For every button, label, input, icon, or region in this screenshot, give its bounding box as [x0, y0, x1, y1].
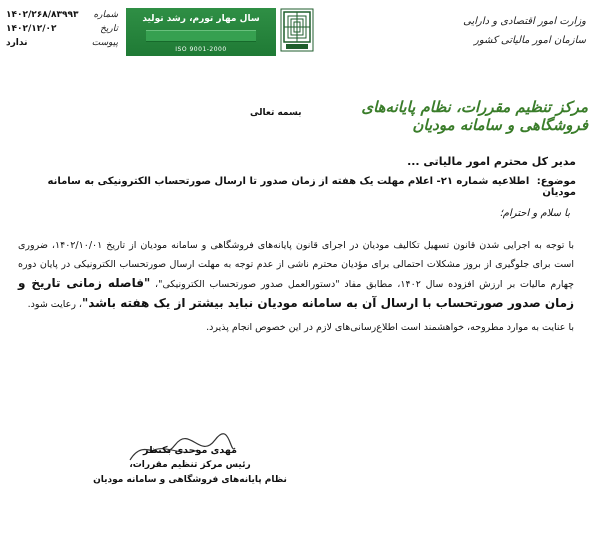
attachment-label: پیوست — [91, 38, 118, 48]
date-row — [6, 22, 118, 36]
attachment-value: ندارد — [6, 38, 28, 48]
number-label: شماره — [93, 10, 118, 20]
signer-title-line-2: نظام پایانه‌های فروشگاهی و سامانه مودیان — [93, 475, 287, 485]
body-paragraph — [18, 236, 574, 314]
closing-paragraph: با عنایت به موارد مطروحه، خواهشمند است اطلاع‌رسانی‌های لازم در این خصوص انجام پذیرد. — [206, 322, 574, 333]
signer-title-line-1: رئیس مرکز تنظیم مقررات، — [129, 460, 251, 470]
ministry-line-1: وزارت امور اقتصادی و دارایی — [463, 16, 586, 27]
attachment-row — [6, 36, 118, 50]
greeting: با سلام و احترام؛ — [499, 208, 570, 219]
signature-block — [90, 443, 290, 488]
subject-text: اطلاعیه شماره ۲۱- اعلام مهلت یک هفته از زمان صدور تا ارسال صورتحساب الکترونیکی به سامانه مودیان — [47, 176, 576, 198]
center-title: مرکز تنظیم مقررات، نظام پایانه‌های فروشگاهی و سامانه مودیان — [361, 98, 588, 134]
date-value: ۱۴۰۲/۱۲/۰۲ — [6, 24, 57, 34]
banner-stripe — [146, 30, 256, 42]
slogan-banner — [126, 8, 276, 56]
body-text-part-1: با توجه به اجرایی شدن قانون تسهیل تکالیف مودیان در اجرای قانون پایانه‌های فروشگاهی و سامانه مودیان از تاریخ ۱۴۰۲/۱۰/۰۱، ضروری است برای جلوگیری از بروز مشکلات احتمالی برای مؤدیان محترم ناشی از عدم توجه به مهلت ارسال صورتحساب الکترونیکی در پایان دوره چهارم مالیات بر ارزش افزوده سال ۱۴۰۲، مطابق مفاد "دستورالعمل صدور صورتحساب الکترونیکی"، — [18, 240, 575, 290]
ministry-line-2: سازمان امور مالیاتی کشور — [474, 35, 586, 46]
number-value: ۱۴۰۲/۲۶۸/۸۳۹۹۳ — [6, 10, 79, 20]
date-label: تاریخ — [100, 24, 118, 34]
signer-name: مهدی موحدی بکنظر — [143, 445, 237, 456]
bismillah: بسمه تعالی — [250, 108, 302, 118]
reference-block — [6, 8, 118, 50]
iso-text: ISO 9001-2000 — [175, 46, 227, 53]
body-text-part-2: ، رعایت شود. — [27, 299, 83, 310]
number-row — [6, 8, 118, 22]
addressee: مدیر کل محترم امور مالیاتی ... — [407, 155, 576, 168]
letter-body — [18, 236, 574, 337]
subject-line — [16, 176, 576, 198]
banner-slogan: سال مهار تورم، رشد تولید — [142, 14, 260, 24]
subject-label: موضوع: — [536, 176, 576, 187]
emblem-icon — [280, 8, 314, 52]
ministry-name — [346, 12, 586, 50]
body-emphasis: "فاصله زمانی تاریخ و زمان صدور صورتحساب با ارسال آن به سامانه مودیان نباید بیشتر از یک هفته باشد" — [18, 276, 574, 310]
